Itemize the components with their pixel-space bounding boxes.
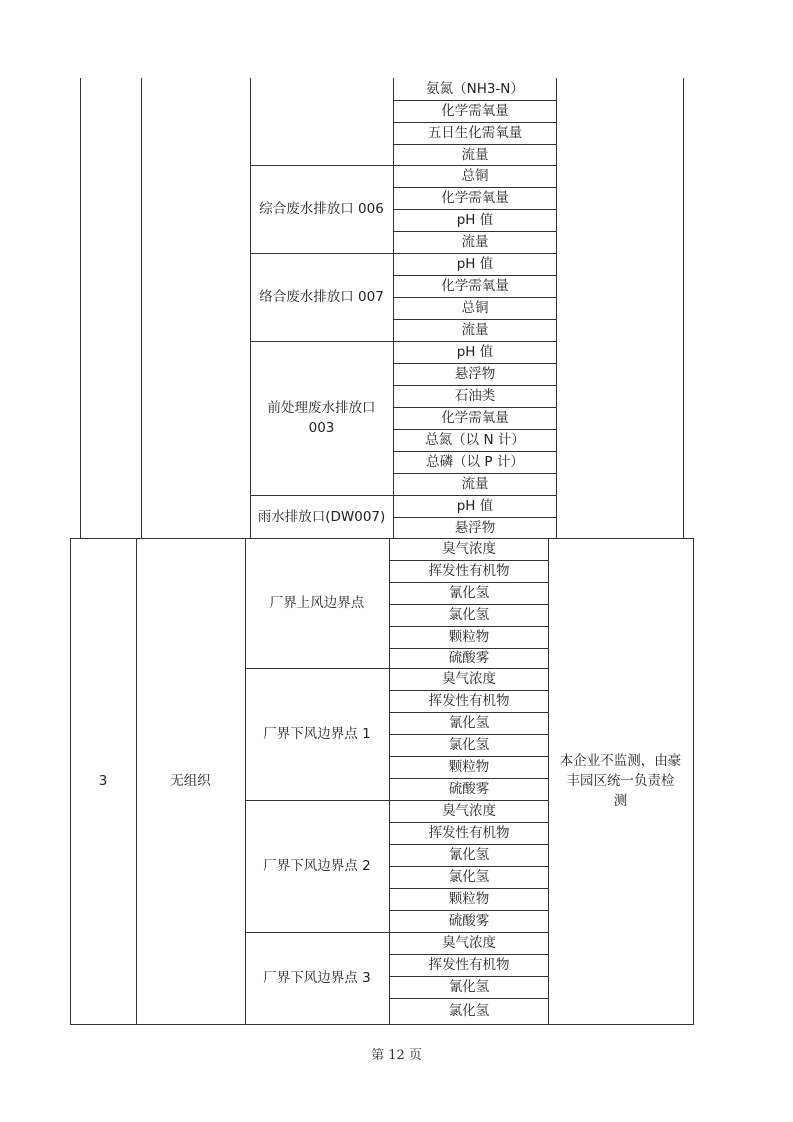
table-cell-category: 无组织 xyxy=(170,773,211,789)
table-cell-item: pH 值 xyxy=(456,212,494,228)
table-cell-point: 厂界下风边界点 1 xyxy=(263,726,371,742)
table-cell-item: 挥发性有机物 xyxy=(428,563,510,579)
table-cell-item: pH 值 xyxy=(456,344,494,360)
table-cell-item: 化学需氧量 xyxy=(441,103,509,119)
table-cell-item: 挥发性有机物 xyxy=(428,825,510,841)
table-cell-point: 厂界下风边界点 2 xyxy=(263,858,371,874)
table-cell-outlet: 前处理废水排放口 003 xyxy=(267,400,376,436)
table-cell-outlet: 络合废水排放口 007 xyxy=(259,289,384,305)
table-cell-item: 流量 xyxy=(461,322,489,338)
table-cell-item: 氰化氢 xyxy=(448,979,490,995)
table-cell-point: 厂界下风边界点 3 xyxy=(263,970,371,986)
table-cell-index: 3 xyxy=(98,773,108,789)
table-cell-outlet: 雨水排放口(DW007) xyxy=(257,509,386,525)
table-cell-item: 总氮（以 N 计） xyxy=(425,432,525,448)
table-cell-item: 臭气浓度 xyxy=(442,803,496,819)
table-cell-item: 氯化氢 xyxy=(448,1003,490,1019)
table-border xyxy=(141,78,142,539)
table-cell-item: 悬浮物 xyxy=(454,366,496,382)
table-cell-item: 氯化氢 xyxy=(448,869,490,885)
table-cell-item: 臭气浓度 xyxy=(442,671,496,687)
table-border xyxy=(70,1024,694,1025)
table-border xyxy=(693,538,694,1025)
table-cell-item: 氨氮（NH3-N） xyxy=(426,81,524,97)
table-cell-item: 挥发性有机物 xyxy=(428,693,510,709)
table-cell-item: pH 值 xyxy=(456,498,494,514)
table-cell-item: 流量 xyxy=(461,234,489,250)
table-cell-item: 总磷（以 P 计） xyxy=(426,454,524,470)
table-cell-item: 氰化氢 xyxy=(448,715,490,731)
table-cell-item: 总铜 xyxy=(461,168,489,184)
page-number: 第 12 页 xyxy=(371,1048,422,1063)
table-cell-item: 硫酸雾 xyxy=(448,650,490,666)
table-cell-item: 流量 xyxy=(461,476,489,492)
table-cell-item: 臭气浓度 xyxy=(442,541,496,557)
table-cell-item: 硫酸雾 xyxy=(448,913,490,929)
table-border xyxy=(80,78,81,539)
table-cell-item: 氯化氢 xyxy=(448,737,490,753)
table-cell-item: 氰化氢 xyxy=(448,585,490,601)
table-cell-point: 厂界上风边界点 xyxy=(269,595,365,611)
table-cell-item: 颗粒物 xyxy=(448,759,490,775)
table-cell-item: 化学需氧量 xyxy=(441,278,509,294)
table-cell-item: 总铜 xyxy=(461,300,489,316)
table-cell-item: pH 值 xyxy=(456,256,494,272)
table-cell-item: 氰化氢 xyxy=(448,847,490,863)
table-cell-item: 石油类 xyxy=(454,388,496,404)
table-cell-item: 氯化氢 xyxy=(448,607,490,623)
table-cell-item: 颗粒物 xyxy=(448,891,490,907)
table-cell-note: 本企业不监测，由豪 丰园区统一负责检 测 xyxy=(559,753,682,809)
table-cell-item: 悬浮物 xyxy=(454,520,496,536)
table-cell-item: 臭气浓度 xyxy=(442,935,496,951)
table-cell-item: 化学需氧量 xyxy=(441,410,509,426)
table-cell-item: 颗粒物 xyxy=(448,629,490,645)
table-cell-outlet: 综合废水排放口 006 xyxy=(259,201,384,217)
table-cell-item: 硫酸雾 xyxy=(448,781,490,797)
table-border xyxy=(683,78,684,539)
table-cell-item: 流量 xyxy=(461,147,489,163)
table-cell-item: 化学需氧量 xyxy=(441,190,509,206)
table-cell-item: 五日生化需氧量 xyxy=(427,125,523,141)
table-cell-item: 挥发性有机物 xyxy=(428,957,510,973)
